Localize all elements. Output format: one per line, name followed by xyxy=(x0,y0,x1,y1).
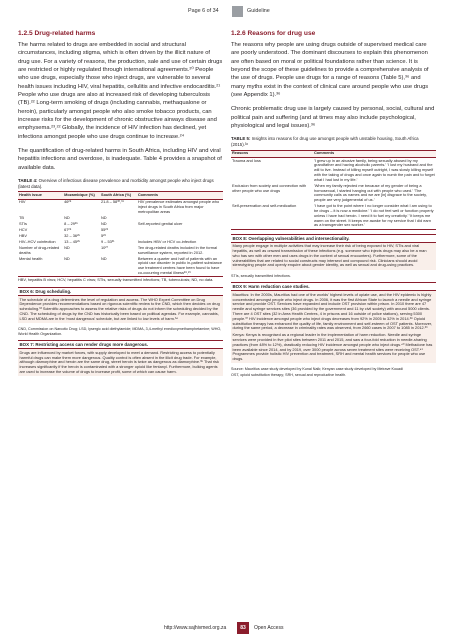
table-cell: 46²⁵ xyxy=(64,199,72,205)
table-cell: Self-reported genital ulcer xyxy=(137,220,183,226)
paragraph: The harms related to drugs are embedded in social and structural circumstances, including stigma, which is often driven by the illicit nature of drug use. For a variety of reasons, the production, sale and use of certain drugs are restricted or highly regulated through international agreements.²⁰ People who use drugs, especially those who inject drugs, are vulnerable to several health issues including HIV, viral hepatitis, cellulitis and infective endocarditis.²¹ People who use drugs are also at increased risk of developing tuberculosis (TB).²² Long-term smoking of drugs (including cannabis, methaqualone or heroin), particularly amongst people who also smoke tobacco products, can increase risks for the development of chronic obstructive airways disease and emphysema.²³,²² Globally, the incidence of HIV infection has declined, yet infections amongst people who use drugs continue to increase.²⁴ xyxy=(18,42,223,140)
box-body: Drugs are influenced by market forces, with supply developed to meet a demand. Restricting access to potentially harmful drugs can make them more dangerous. Quality control is often absent in the illicit drug trade. For example, although diamorphine and heroin are the same drug, street heroin is twice as dangerous as diamorphine.³⁵ That risk increases significantly if the heroin is contaminated with a stronger opioid like fentanyl. Furthermore, bulking agents are used to increase the volume of drugs to increase profit, some of which can cause harm. xyxy=(19,349,219,375)
table-row xyxy=(18,256,223,277)
table-note: HBV, hepatitis B virus; HCV, hepatitis C virus; STIs, sexually transmitted infections; TB, tuberculosis; ND, no data. xyxy=(18,277,214,283)
section-title-drug-related-harms: 1.2.5 Drug-related harms xyxy=(18,30,96,37)
left-column xyxy=(18,30,223,380)
column-header: Mozambique (%) xyxy=(63,192,100,199)
table-cell: Mental health xyxy=(18,256,63,277)
box-body xyxy=(231,291,436,363)
page-footer xyxy=(0,622,453,634)
column-header: Comments xyxy=(313,150,436,157)
table-row xyxy=(231,183,436,203)
table-cell: 'I have got to the point where I no longer consider what I am using to be drugs – it is now a medicine.' 'I do not feel well or function properly unless I have had heroin. I need it to fuel my creativity.' 'It keeps me warm on the street. It keeps me awake for my service that I did earn as a transgender sex worker.' xyxy=(313,204,436,230)
box-6 xyxy=(18,287,223,323)
box-body: The schedule of a drug determines the level of regulation and access. The WHO Expert Committee on Drug Dependence provides recommendations based on rigorous scientific review to the CND, which then decides on drug scheduling.³³ Scientific approaches to assess the relative risks of drugs do not inform the scheduling decided by the CND. The scheduling of drugs by the CND has historically been based on political agendas. For example, cannabis, LSD and MDMA are in the 'most dangerous' schedule, but are linked to low levels of harm.³⁴ xyxy=(19,296,220,321)
section-label: Guideline xyxy=(247,8,270,14)
table-cell: 55²⁶ xyxy=(100,226,109,232)
table-cell: STIs xyxy=(19,220,27,226)
box-title: BOX 6: Drug scheduling. xyxy=(18,288,223,296)
box-9 xyxy=(231,282,436,363)
table-cell: TB xyxy=(19,214,24,220)
right-column xyxy=(231,30,436,382)
page-header xyxy=(18,6,435,18)
reasons-table xyxy=(231,150,436,230)
table-title: TABLE 5: Insights into reasons for drug use amongst people with unstable housing, South Africa (2015).³⁶ xyxy=(231,136,419,148)
table-cell: HIV prevalence estimates amongst people who inject drugs in South Africa from major metropolitan areas xyxy=(137,199,220,214)
column-header: Reasons xyxy=(231,150,313,157)
table-cell: Self-preservation and self-medication xyxy=(231,204,313,230)
table-cell: ND xyxy=(64,244,70,250)
table-cell: Between a quarter and half of patients with an opioid use disorder in public in-patient substance use treatment centres have been found to have co-occurring mental illness²⁸,²⁹ xyxy=(137,255,223,275)
table-cell: ND xyxy=(63,256,100,277)
table-cell: Ten drug-related deaths included in the formal surveillance system, reported in 2012. xyxy=(137,244,218,255)
table-cell: 13 – 45²⁵ xyxy=(64,238,80,244)
table-title: TABLE 4: Overview of infectious disease prevalence and morbidity amongst people who inject drugs (latest data). xyxy=(18,178,214,189)
section-title-reasons-for-drug-use: 1.2.6 Reasons for drug use xyxy=(231,30,316,37)
table-cell: 67²⁵ xyxy=(64,226,72,232)
table-cell: ND xyxy=(100,214,107,220)
table-cell: Includes HBV or HCV co-infection xyxy=(137,238,197,244)
box-8 xyxy=(231,234,436,270)
kenya-case-study: Kenya: Kenya is recognised as a regional leader in the implementation of harm reduction. Needle and syringe services were provided in five pilot sites between 2011 and 2015, and saw a four-fold reduction in needle-sharing practices (from 48% to 12%), drastically reducing HIV incidence amongst people who inject drugs.⁴⁰ Methadone has been available since 2014, and by 2019, over 3000 people across seven treatment sites were receiving OST.⁴¹ Programmes provide holistic HIV prevention and treatment, SRH and mental health services for people who use drugs. xyxy=(232,332,433,362)
table-cell: 5²⁶ xyxy=(100,232,107,238)
box-body: Many people engage in multiple activities that may increase their risk of being exposed to HIV, STIs and viral hepatitis, as well as onward transmission of these infections (e.g. someone who injects drugs may also be a man who has sex with other men and uses drugs in the context of sexual encounters). Furthermore, some of the vulnerabilities that are related to social constructs may intersect and compound risk. Clinicians should avoid stereotyping people and openly enquire about gender identity, as well as sexual and drug-using practices. xyxy=(232,243,427,268)
table-cell: 'I grew up in an abusive family, being sexually abused by my grandfather and having alcoholic parents.' 'I lost my husband and the will to live. Instead of killing myself outright, I was slowly killing myself with the taking of drugs and once again to numb the pain and to forget what I had lost in my life.' xyxy=(314,157,435,182)
box-source: Source: Mauritius case study developed by Kunal Naik; Kenyan case study developed by Meirave Kouadi xyxy=(231,367,403,372)
table-cell: HCV xyxy=(19,226,28,232)
table-cell: Trauma and loss xyxy=(232,157,261,163)
column-header: Health issue xyxy=(18,192,63,199)
box-7 xyxy=(18,340,223,376)
table-cell: HIV xyxy=(19,199,26,205)
table-5 xyxy=(231,136,436,229)
paragraph: Chronic problematic drug use is largely caused by personal, social, cultural and political pain and suffering (and at times may also include psychological, physiological and legal issues).³⁶ xyxy=(231,106,435,130)
table-cell: 8 – 29²⁵ xyxy=(64,220,78,226)
box-note: STIs, sexually transmitted infections. xyxy=(231,273,291,278)
table-row xyxy=(231,204,436,230)
table-cell: Exclusion from society and connection with other people who use drugs xyxy=(232,182,307,193)
table-4 xyxy=(18,178,223,283)
header-divider-block xyxy=(232,6,243,17)
table-cell: HIV–HCV coinfection xyxy=(19,238,56,244)
infectious-disease-table xyxy=(18,191,223,277)
table-row xyxy=(18,245,223,256)
column-header: Comments xyxy=(137,192,223,199)
paragraph: The quantification of drug-related harms in South Africa, including HIV and viral hepatitis infections and overdose, is inadequate. Table 4 provides a snapshot of available data. xyxy=(18,148,222,171)
table-cell: 9 – 53³¹ xyxy=(100,238,115,244)
mauritius-case-study: Mauritius: In the 2000s, Mauritius had one of the worlds' highest levels of opiate use, and the HIV epidemic is highly concentrated amongst people who inject drugs. In 2006, it was the first African State to launch a needle and syringe service and provide OST. Services have expanded and include OST provision within prison. In 2010 there are 47 needle and syringe services sites (36 provided by the government and 11 by civil society) with around 5000 clients. There are 4 OST sites (32 in Area Health Centres, 4 in prisons and 16 outside of police stations), serving 5300 people.³⁷ HIV incidence amongst people who inject drugs decreases from 92% in 2005 to 32% in 2014.³⁸ Opioid substitution therapy has enhanced the quality of life, family environment and self-esteem of OST patients. Moreover, during the same period, a decrease in criminality rates was observed, from 2660 cases in 2007 to 1085 in 2012.³⁹ xyxy=(232,291,433,331)
box-note: CND, Commission on Narcotic Drug; LSD, lysergic acid diethylamide; MDMA, 3,4-methyl enedioxymethamphetamine; WHO, World Health Organization. xyxy=(18,327,222,336)
table-cell: 10²⁷ xyxy=(100,244,109,250)
table-row xyxy=(231,158,436,184)
table-cell: 21.8 – 58³⁰,³¹ xyxy=(100,199,124,205)
box-title: BOX 8: Overlapping vulnerabilities and intersectionality. xyxy=(231,235,436,243)
table-cell: HBV xyxy=(19,232,27,238)
page-number-badge: 83 xyxy=(237,622,249,634)
column-header: South Africa (%) xyxy=(100,192,137,199)
table-cell: ND xyxy=(100,220,107,226)
page-number-label: Page 6 of 34 xyxy=(188,8,219,14)
table-cell: Number of drug-related deaths xyxy=(19,244,60,255)
box-abbreviations: OST, opioid substitution therapy; SRH, sexual and reproductive health. xyxy=(231,373,347,378)
table-row xyxy=(18,199,223,215)
open-access-label: Open Access xyxy=(254,625,284,631)
table-cell: ND xyxy=(100,256,137,277)
table-cell: 'When my family rejected me because of my gender of being a homosexual, I started hanging out with people who used.' 'The community calls us names and we are [in] disgrace to the society, people are very judgemental of us.' xyxy=(314,182,427,203)
journal-url-link[interactable]: http://www.sajhivmed.org.za xyxy=(164,625,227,631)
box-title: BOX 7: Restricting access can render drugs more dangerous. xyxy=(18,341,223,349)
table-cell: 32 – 36²⁵ xyxy=(64,232,80,238)
box-title: BOX 9: Harm reduction case studies. xyxy=(231,283,436,291)
table-cell: ND xyxy=(64,214,70,220)
paragraph: The reasons why people are using drugs outside of supervised medical care are poorly understood. The dominant discourses to explain this phenomenon are often based on moral or political foundations rather than science. It is beyond the scope of these guidelines to provide a comprehensive analysis of the use of drugs. People use drugs for a range of reasons (Table 5),³⁶ and many myths exist in the context of clinical care around people who use drugs (see Appendix 1).³⁶ xyxy=(231,42,429,99)
